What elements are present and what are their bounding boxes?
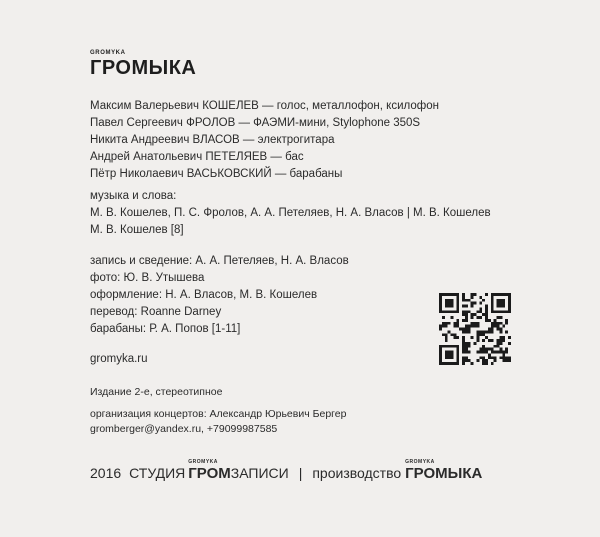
footer-line <box>90 460 482 481</box>
gromyka-brand-footer <box>405 460 482 481</box>
music-heading: музыка и слова: <box>90 190 177 202</box>
qr-code-icon <box>439 293 511 365</box>
member-line: Андрей Анатольевич ПЕТЕЛЯЕВ — бас <box>90 151 304 163</box>
credit-line: оформление: Н. А. Власов, М. В. Кошелев <box>90 289 318 301</box>
logo-small-text: GROMYKA <box>90 50 126 56</box>
logo-big-text: ГРОМЫКА <box>90 57 197 79</box>
release-year: 2016 <box>90 465 122 481</box>
org-contact-name: организация концертов: Александр Юрьевич Бергер <box>90 408 347 420</box>
gromyka-brand-name: ГРОМЫКА <box>405 465 483 482</box>
gromyka-brand-small: GROMYKA <box>405 459 435 465</box>
concert-organization <box>90 407 346 437</box>
gromyka-logo <box>90 50 196 78</box>
grom-brand-name: ГРОМ <box>188 465 231 482</box>
music-and-lyrics <box>90 188 491 239</box>
member-line: Пётр Николаевич ВАСЬКОВСКИЙ — барабаны <box>90 168 343 180</box>
credit-line: фото: Ю. В. Утышева <box>90 272 205 284</box>
studio-word: СТУДИЯ <box>129 465 186 481</box>
website-link[interactable]: gromyka.ru <box>90 353 148 365</box>
music-authors-track8: М. В. Кошелев [8] <box>90 224 184 236</box>
credit-line: перевод: Roanne Darney <box>90 306 222 318</box>
grom-brand-small: GROMYKA <box>188 459 218 465</box>
footer-separator: | <box>298 465 303 481</box>
edition-note: Издание 2-е, стереотипное <box>90 386 223 398</box>
band-members <box>90 98 439 183</box>
production-credits <box>90 253 349 338</box>
member-line: Павел Сергеевич ФРОЛОВ — ФАЭМИ-мини, Stylophone 350S <box>90 117 421 129</box>
production-word: производство <box>312 465 402 481</box>
grom-brand <box>188 460 230 481</box>
member-line: Никита Андреевич ВЛАСОВ — электрогитара <box>90 134 335 146</box>
music-authors: М. В. Кошелев, П. С. Фролов, А. А. Петеляев, Н. А. Власов | М. В. Кошелев <box>90 207 491 219</box>
org-contact-details: gromberger@yandex.ru, +79099987585 <box>90 423 278 435</box>
credit-line: запись и сведение: А. А. Петеляев, Н. А. Власов <box>90 255 349 267</box>
credit-line: барабаны: Р. А. Попов [1-11] <box>90 323 241 335</box>
member-line: Максим Валерьевич КОШЕЛЕВ — голос, металлофон, ксилофон <box>90 100 439 112</box>
zapisi-word: ЗАПИСИ <box>230 465 289 481</box>
